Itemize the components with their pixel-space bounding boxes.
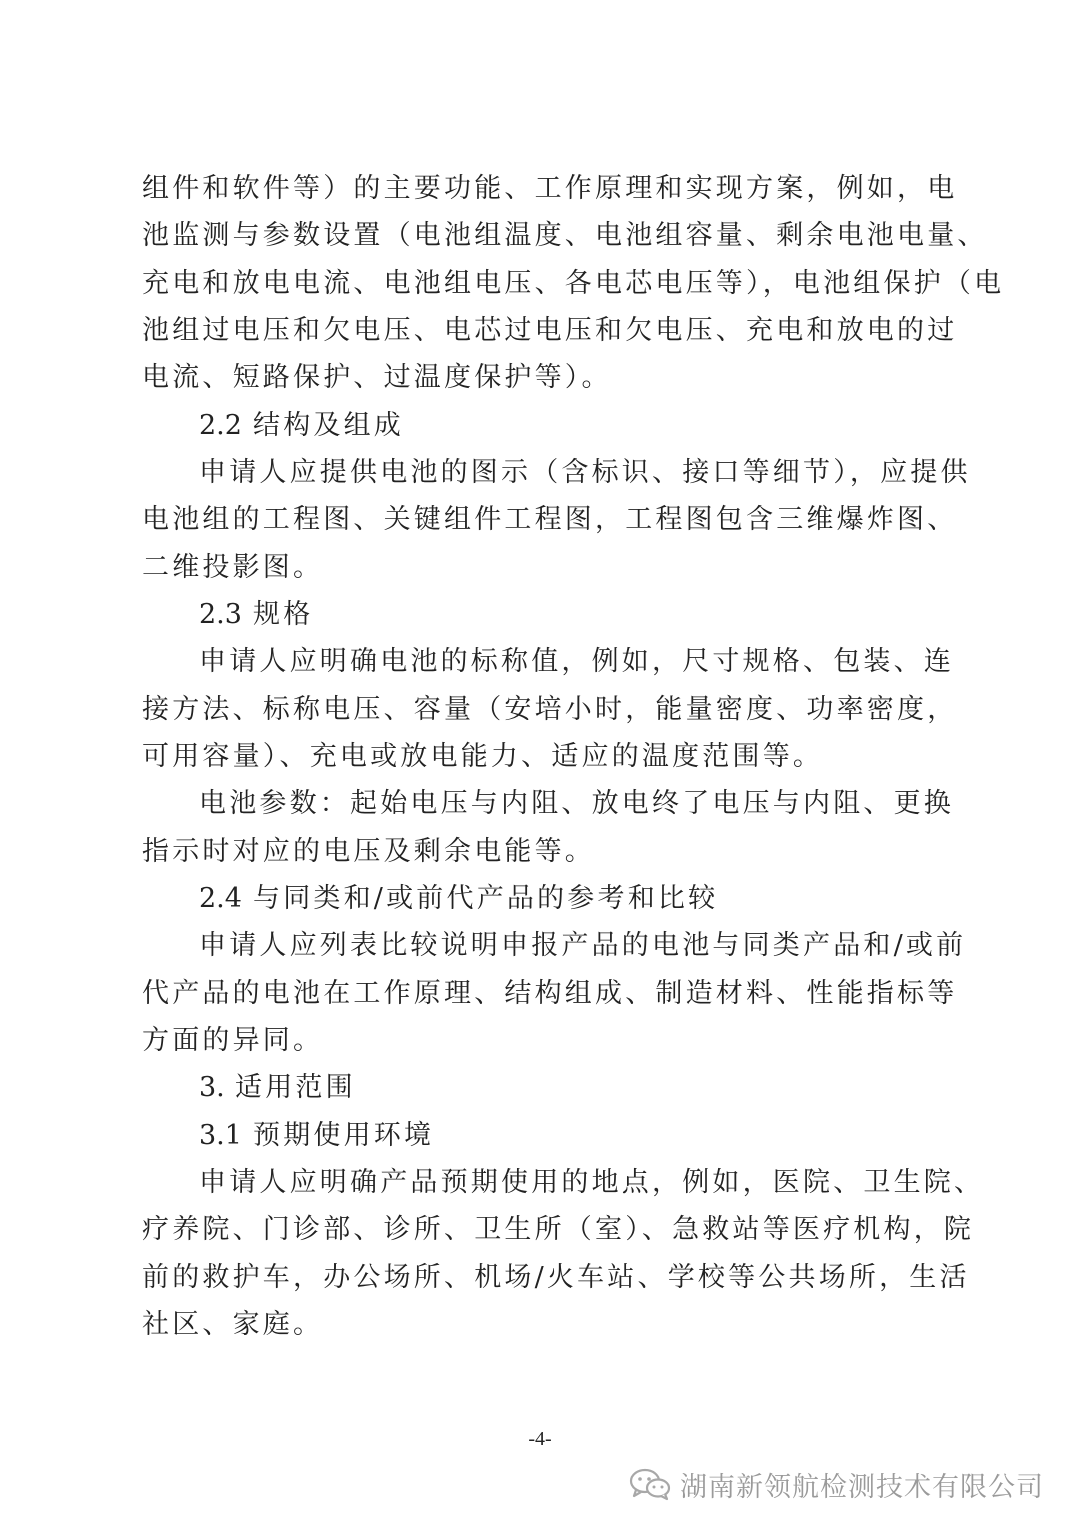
wechat-icon <box>628 1467 672 1501</box>
section-title: 适用范围 <box>235 1072 356 1103</box>
section-heading-2-3 <box>199 591 942 639</box>
section-number: 3.1 <box>199 1120 242 1151</box>
body-text-line: 代产品的电池在工作原理、结构组成、制造材料、性能指标等 <box>142 978 958 1009</box>
watermark-text: 湖南新领航检测技术有限公司 <box>680 1471 1044 1503</box>
watermark <box>628 1462 1044 1506</box>
body-text-line: 电池组的工程图、关键组件工程图，工程图包含三维爆炸图、 <box>142 504 958 535</box>
body-text-line: 社区、家庭。 <box>142 1309 324 1340</box>
body-text-line: 前的救护车，办公场所、机场/火车站、学校等公共场所，生活 <box>142 1262 970 1293</box>
body-text-line: 申请人应明确电池的标称值，例如，尺寸规格、包装、连 <box>199 646 954 677</box>
page-number: -4- <box>528 1428 552 1450</box>
section-title: 规格 <box>253 599 314 630</box>
section-title: 与同类和/或前代产品的参考和比较 <box>253 883 719 914</box>
section-number: 2.2 <box>199 410 242 441</box>
body-text-line: 池监测与参数设置（电池组温度、电池组容量、剩余电池电量、 <box>142 220 988 251</box>
section-number: 2.4 <box>199 883 242 914</box>
body-text-line: 疗养院、门诊部、诊所、卫生所（室）、急救站等医疗机构，院 <box>142 1214 975 1245</box>
body-text-line: 二维投影图。 <box>142 552 324 583</box>
body-text-line: 电流、短路保护、过温度保护等）。 <box>142 362 612 393</box>
section-heading-2-2 <box>199 402 942 450</box>
body-text-line: 方面的异同。 <box>142 1025 324 1056</box>
section-heading-2-4 <box>199 875 942 923</box>
section-title: 结构及组成 <box>253 410 404 441</box>
body-text-line: 接方法、标称电压、容量（安培小时，能量密度、功率密度， <box>142 694 958 725</box>
body-text-line: 充电和放电电流、电池组电压、各电芯电压等），电池组保护（电 <box>142 268 1005 299</box>
body-text-line: 申请人应提供电池的图示（含标识、接口等细节），应提供 <box>199 457 971 488</box>
section-number: 3. <box>199 1072 225 1103</box>
body-text-line: 组件和软件等）的主要功能、工作原理和实现方案，例如，电 <box>142 173 958 204</box>
body-text-line: 申请人应列表比较说明申报产品的电池与同类产品和/或前 <box>199 930 967 961</box>
body-text-line: 指示时对应的电压及剩余电能等。 <box>142 836 595 867</box>
section-number: 2.3 <box>199 599 242 630</box>
body-text-line: 池组过电压和欠电压、电芯过电压和欠电压、充电和放电的过 <box>142 315 958 346</box>
body-text-line: 电池参数：起始电压与内阻、放电终了电压与内阻、更换 <box>199 788 954 819</box>
body-text-line: 可用容量）、充电或放电能力、适应的温度范围等。 <box>142 741 824 772</box>
body-text-line: 申请人应明确产品预期使用的地点，例如，医院、卫生院、 <box>199 1167 985 1198</box>
section-heading-3-1 <box>199 1112 942 1160</box>
section-heading-3 <box>199 1064 942 1112</box>
section-title: 预期使用环境 <box>253 1120 435 1151</box>
